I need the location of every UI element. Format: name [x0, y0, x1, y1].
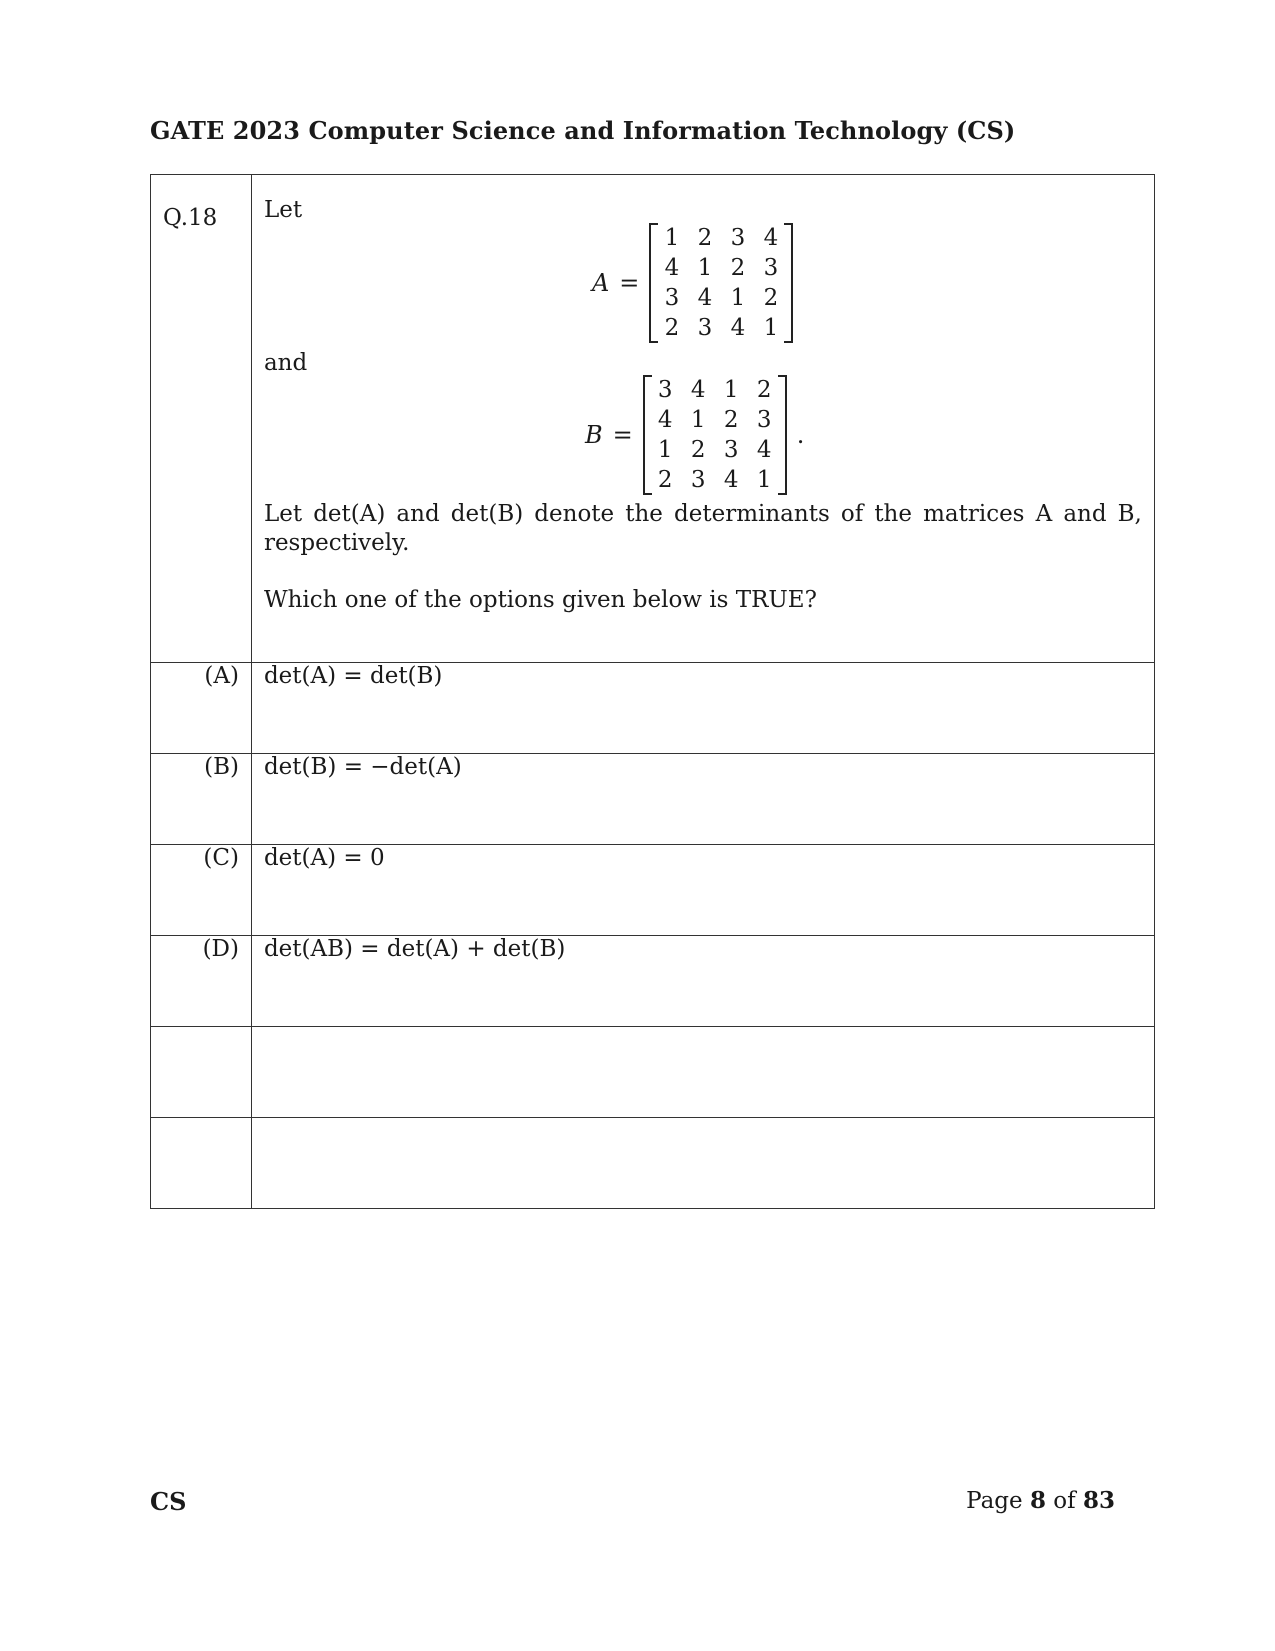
matrix-b-trailing-period: . — [796, 421, 805, 449]
sentence-word: B, — [1117, 501, 1142, 527]
option-b-label: (B) — [204, 754, 239, 780]
footer-current-page: 8 — [1029, 1487, 1046, 1514]
matrix-a-cell: 4 — [730, 315, 746, 341]
sentence-word: matrices — [923, 501, 1025, 527]
matrix-a-block — [592, 223, 793, 343]
footer-page-word: Page — [966, 1488, 1023, 1514]
matrix-b-cell: 3 — [657, 377, 673, 403]
matrix-b-cell: 4 — [657, 407, 673, 433]
stem-intro: Let — [263, 197, 303, 223]
stem-prompt: Which one of the options given below is TRUE? — [263, 587, 817, 613]
matrix-a-cell: 3 — [664, 285, 680, 311]
footer-page-number — [966, 1487, 1115, 1514]
sentence-word: the — [625, 501, 663, 527]
matrix-a-cell: 3 — [697, 315, 713, 341]
matrix-a-cell: 1 — [763, 315, 779, 341]
stem-sentence-line1 — [264, 501, 1142, 527]
sentence-word: A — [1035, 501, 1053, 527]
matrix-a-cell: 4 — [763, 225, 779, 251]
page-header-title: GATE 2023 Computer Science and Information Technology (CS) — [150, 116, 1016, 145]
option-row-d — [151, 936, 1155, 1027]
empty-row — [151, 1027, 1155, 1118]
option-text-cell — [251, 754, 1154, 845]
question-number: Q.18 — [163, 205, 218, 231]
option-c-text: det(A) = 0 — [263, 845, 385, 871]
matrix-b-cell: 3 — [723, 437, 739, 463]
matrix-b-block — [585, 375, 804, 495]
empty-row — [151, 1118, 1155, 1209]
matrix-a-cell: 4 — [664, 255, 680, 281]
option-label-cell — [151, 754, 252, 845]
matrix-b-label: B — [584, 421, 603, 449]
option-a-text: det(A) = det(B) — [263, 663, 443, 689]
option-d-label: (D) — [202, 936, 239, 962]
empty-cell — [151, 1027, 252, 1118]
option-row-c — [151, 845, 1155, 936]
matrix-a-cell: 1 — [664, 225, 680, 251]
matrix-b-cell: 2 — [723, 407, 739, 433]
footer-total-pages: 83 — [1082, 1487, 1115, 1514]
matrix-a-cell: 3 — [763, 255, 779, 281]
question-table — [150, 174, 1155, 1209]
empty-cell — [251, 1118, 1154, 1209]
option-label-cell — [151, 845, 252, 936]
matrix-a-cell: 2 — [697, 225, 713, 251]
question-row — [151, 175, 1155, 663]
option-d-text: det(AB) = det(A) + det(B) — [263, 936, 566, 962]
sentence-word: det(A) — [313, 501, 386, 527]
matrix-b-equals: = — [612, 421, 633, 449]
matrix-b-cell: 2 — [690, 437, 706, 463]
sentence-word: and — [396, 501, 440, 527]
option-text-cell — [251, 936, 1154, 1027]
matrix-a — [649, 223, 793, 343]
matrix-b-cell: 1 — [723, 377, 739, 403]
stem-sentence-line2: respectively. — [263, 530, 410, 556]
sentence-word: and — [1063, 501, 1107, 527]
sentence-word: det(B) — [450, 501, 524, 527]
stem-connector: and — [263, 350, 308, 376]
footer-of-word: of — [1053, 1488, 1076, 1514]
matrix-a-label: A — [591, 269, 610, 297]
matrix-b-cell: 2 — [756, 377, 772, 403]
footer-paper-code: CS — [150, 1487, 187, 1516]
option-c-label: (C) — [203, 845, 239, 871]
sentence-word: the — [874, 501, 912, 527]
sentence-word: denote — [534, 501, 615, 527]
matrix-a-equals: = — [619, 269, 640, 297]
matrix-a-cell: 2 — [730, 255, 746, 281]
matrix-b-cell: 3 — [756, 407, 772, 433]
sentence-word: Let — [263, 501, 303, 527]
matrix-a-cell: 2 — [763, 285, 779, 311]
matrix-a-cell: 3 — [730, 225, 746, 251]
matrix-b-cell: 1 — [690, 407, 706, 433]
option-label-cell — [151, 936, 252, 1027]
option-row-b — [151, 754, 1155, 845]
option-b-text: det(B) = −det(A) — [263, 754, 462, 780]
matrix-b-cell: 1 — [756, 467, 772, 493]
option-text-cell — [251, 663, 1154, 754]
matrix-a-cell: 2 — [664, 315, 680, 341]
sentence-word: determinants — [674, 501, 830, 527]
matrix-b-cell: 1 — [657, 437, 673, 463]
matrix-a-cell: 4 — [697, 285, 713, 311]
matrix-a-cell: 1 — [730, 285, 746, 311]
matrix-b-cell: 3 — [690, 467, 706, 493]
matrix-a-cell: 1 — [697, 255, 713, 281]
matrix-b-cell: 4 — [756, 437, 772, 463]
matrix-b-cell: 4 — [690, 377, 706, 403]
matrix-b-cell: 4 — [723, 467, 739, 493]
option-a-label: (A) — [204, 663, 239, 689]
question-number-cell — [151, 175, 252, 663]
option-label-cell — [151, 663, 252, 754]
question-stem-cell — [251, 175, 1154, 663]
option-text-cell — [251, 845, 1154, 936]
matrix-b — [643, 375, 787, 495]
sentence-word: of — [840, 501, 864, 527]
empty-cell — [251, 1027, 1154, 1118]
option-row-a — [151, 663, 1155, 754]
question-stem — [252, 175, 1154, 662]
empty-cell — [151, 1118, 252, 1209]
matrix-b-cell: 2 — [657, 467, 673, 493]
